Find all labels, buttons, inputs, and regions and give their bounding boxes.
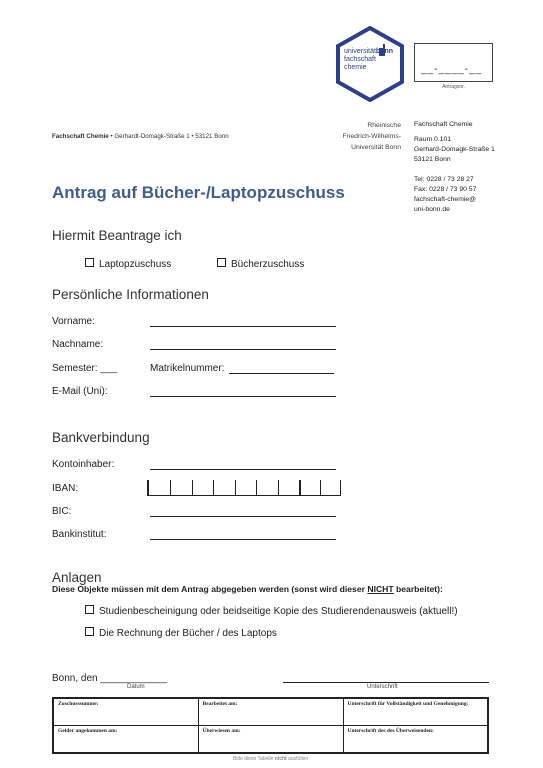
label-matrikel: Matrikelnummer: [150,363,225,374]
label-first-name: Vorname: [52,316,95,327]
option-laptop[interactable]: Laptopzuschuss [85,258,171,270]
label-bank: Bankinstitut: [52,529,107,540]
field-iban[interactable] [147,480,341,496]
heading-attachments: Anlagen [52,570,102,585]
sender-line: Fachschaft Chemie • Gerhardt-Domagk-Straße 1 • 53121 Bonn [52,133,229,140]
cell-funds-arrived: Gelder angekommen am: [53,726,198,754]
field-bank[interactable] [150,539,336,540]
checkbox-invoice[interactable] [85,627,94,636]
signature-line[interactable] [283,682,489,683]
label-account-holder: Kontoinhaber: [52,459,115,470]
cell-transfer-signature: Unterschrift des des Überweisenden: [343,726,488,754]
date-label: Datum [127,684,145,690]
field-matrikel[interactable] [229,373,334,374]
address-block: Fachschaft Chemie Raum 0.101 Gerhard-Domagk-Straße 1 53121 Bonn Tel: 0228 / 73 28 27 Fax: 0228 / 73 90 57 fachschaft-chemie@ uni-bonn.de [414,121,495,213]
field-account-holder[interactable] [150,469,336,470]
option-books[interactable]: Bücherzuschuss [217,258,304,270]
attachment-item-invoice[interactable]: Die Rechnung der Bücher / des Laptops [85,627,277,639]
checkbox-certificate[interactable] [85,605,94,614]
field-email[interactable] [150,396,336,397]
field-first-name[interactable] [150,326,336,327]
label-semester: Semester: ___ [52,363,118,374]
university-name: Rheinische Friedrich-Wilhelms- Universität Bonn [342,122,401,151]
attachment-item-certificate[interactable]: Studienbescheinigung oder beidseitige Kopie des Studierendenausweis (aktuell!) [85,605,458,617]
label-iban: IBAN: [52,483,79,494]
cell-subsidy-amount: Zuschusssumme: [53,698,198,726]
label-email: E-Mail (Uni): [52,386,108,397]
label-bic: BIC: [52,506,72,517]
checkbox-laptop[interactable] [85,258,94,267]
heading-personal: Persönliche Informationen [52,287,209,302]
field-last-name[interactable] [150,349,336,350]
attachments-note: Diese Objekte müssen mit dem Antrag abgegeben werden (sonst wird dieser NICHT bearbeitet): [52,584,443,594]
footer-note: Bitte diese Tabelle nicht ausfüllen [232,756,309,762]
label-last-name: Nachname: [52,339,104,350]
office-use-table [52,697,489,754]
application-number-placeholder: __-____-__ [421,64,483,75]
cell-transferred-on: Überwiesen am: [198,726,343,754]
place-date: Bonn, den ____________ [52,673,168,684]
logo-text: universitätbonn fachschaft chemie [344,48,394,71]
cell-processed-on: Bearbeitet am: [198,698,343,726]
application-number-label: Antragsnr. [442,84,465,90]
cell-approval-signature: Unterschrift für Vollständigkeit und Genehmigung: [343,698,488,726]
application-number-box [414,43,493,82]
checkbox-books[interactable] [217,258,226,267]
field-bic[interactable] [150,516,336,517]
heading-request: Hiermit Beantrage ich [52,228,182,243]
page-title: Antrag auf Bücher-/Laptopzuschuss [52,183,345,202]
signature-label: Unterschrift [367,684,398,690]
heading-bank: Bankverbindung [52,430,150,445]
